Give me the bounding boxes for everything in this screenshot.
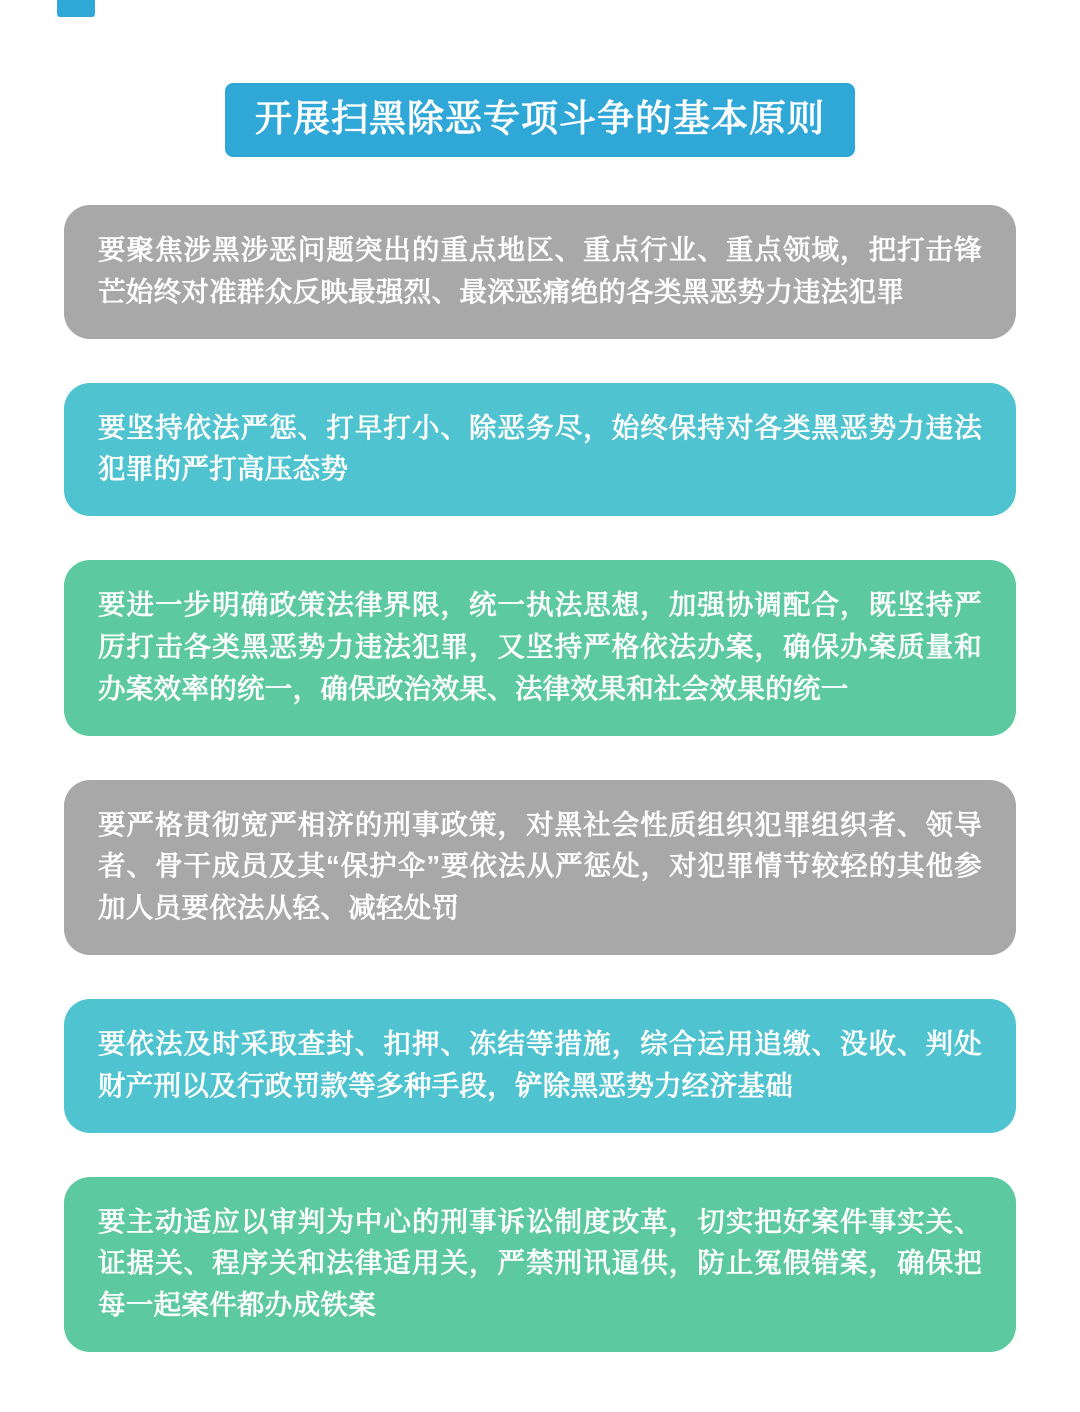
principle-card-5 bbox=[64, 999, 1016, 1133]
corner-marker bbox=[57, 0, 95, 17]
principle-card-2 bbox=[64, 383, 1016, 517]
principle-card-3 bbox=[64, 560, 1016, 735]
page-title: 开展扫黑除恶专项斗争的基本原则 bbox=[225, 83, 855, 157]
principle-text: 要依法及时采取查封、扣押、冻结等措施，综合运用追缴、没收、判处财产刑以及行政罚款等多种手段，铲除黑恶势力经济基础 bbox=[98, 1027, 982, 1101]
principle-card-1 bbox=[64, 205, 1016, 339]
principle-card-4 bbox=[64, 780, 1016, 955]
principle-text: 要严格贯彻宽严相济的刑事政策，对黑社会性质组织犯罪组织者、领导者、骨干成员及其“保护伞”要依法从严惩处，对犯罪情节较轻的其他参加人员要依法从轻、减轻处罚 bbox=[98, 808, 982, 924]
principle-text: 要进一步明确政策法律界限，统一执法思想，加强协调配合，既坚持严厉打击各类黑恶势力违法犯罪，又坚持严格依法办案，确保办案质量和办案效率的统一，确保政治效果、法律效果和社会效果的统一 bbox=[98, 589, 982, 704]
principle-text: 要坚持依法严惩、打早打小、除恶务尽，始终保持对各类黑恶势力违法犯罪的严打高压态势 bbox=[98, 411, 982, 485]
principle-text: 要聚焦涉黑涉恶问题突出的重点地区、重点行业、重点领域，把打击锋芒始终对准群众反映最强烈、最深恶痛绝的各类黑恶势力违法犯罪 bbox=[98, 234, 982, 307]
principles-list bbox=[0, 205, 1080, 1412]
principle-text: 要主动适应以审判为中心的刑事诉讼制度改革，切实把好案件事实关、证据关、程序关和法律适用关，严禁刑讯逼供，防止冤假错案，确保把每一起案件都办成铁案 bbox=[98, 1205, 982, 1321]
title-section bbox=[0, 0, 1080, 157]
principle-card-6 bbox=[64, 1177, 1016, 1352]
